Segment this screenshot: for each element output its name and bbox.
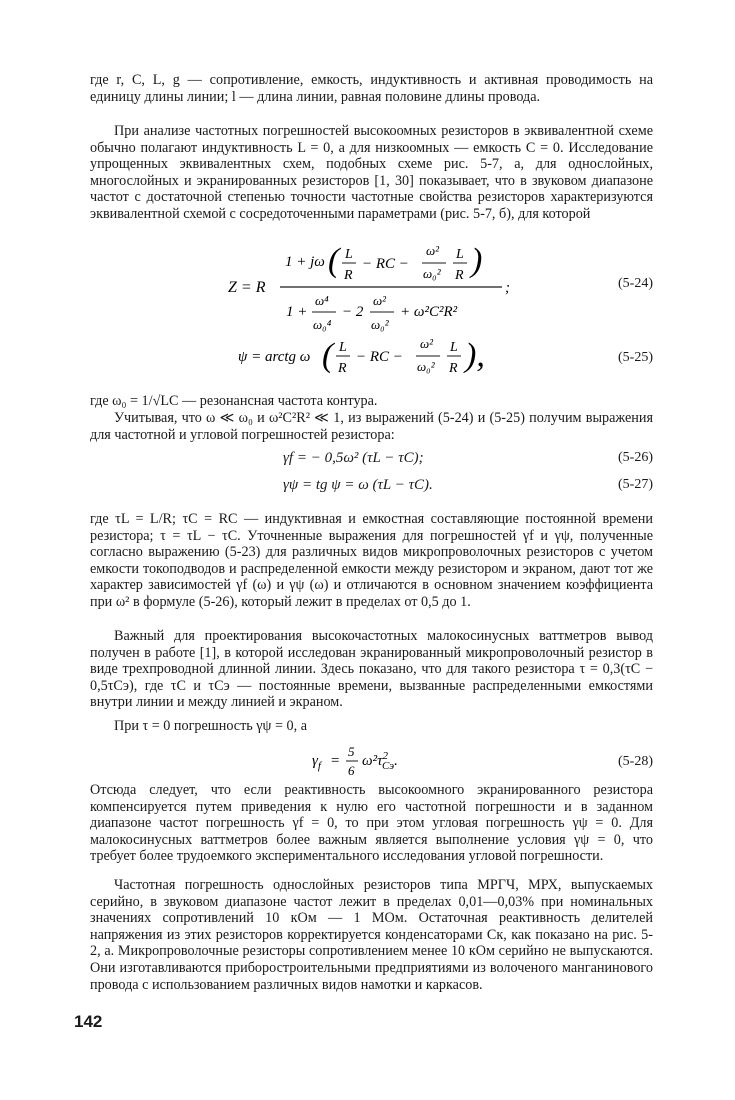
svg-text:),: ), [465,337,485,374]
svg-text:1 + jω: 1 + jω [285,254,325,270]
svg-text:(: ( [328,242,340,279]
svg-text:ω₀²: ω₀² [417,359,435,374]
svg-text:ω²τ2Cэ.: $\omega^2\tau^2$ Cэ. [362,750,398,772]
svg-text:6: 6 [348,763,355,778]
equation-label: (5-25) [618,350,653,365]
svg-text:R: R [344,268,353,283]
svg-text:− RC −: − RC − [362,256,409,272]
paragraph-frequency-error: Частотная погрешность однослойных резисторов типа МРГЧ, МРХ, выпускаемых серийно, в звуковом диапазоне частот лежит в пределах 0,01—0,03% при номинальных значениях сопротивлений 10 кОм — 1 МОм. Остаточная реактивность делителей напряжения из этих резисторов корректируется конденсаторами Cк, как показано на рис. 5-2, а. Микропроволочные резисторы сопротивлением менее 10 кОм серийно не выпускаются. Они изготавливаются приборостроительными предприятиями из волоченого манганинового провода с использованием различных видов намотки и каркасов. [90,877,653,993]
svg-text:;: ; [505,280,510,296]
equation-5-25 [90,333,653,381]
svg-text:+ ω²C²R²: + ω²C²R² [400,304,458,320]
paragraph-definitions: где r, C, L, g — сопротивление, емкость, индуктивность и активная проводимость на единицу длины линии; l — длина линии, равная половине длины провода. [90,72,653,105]
svg-text:ω₀²: ω₀² [423,266,441,281]
svg-text:ω²: ω² [420,336,434,351]
svg-text:ω₀²: ω₀² [371,317,389,332]
svg-text:=: = [330,753,341,769]
svg-text:Z = R: Z = R [228,279,266,296]
equation-5-24-formula [90,238,653,338]
equation-5-27 [90,475,653,497]
svg-text:γf: $\gamma_f$ [312,753,321,772]
paragraph-consequence: Отсюда следует, что если реактивность высокоомного экранированного резистора компенсируется путем приведения к нулю его частотной погрешности и в заданном диапазоне частот погрешность γf = 0, то при этом угловая погрешность γψ = 0. Для малокосинусных ваттметров более важным является выполнение условия γψ = 0, что требует более трудоемкого экспериментального исследования угловой погрешности. [90,782,653,865]
page-number: 142 [74,1012,103,1031]
svg-text:): ) [471,242,483,279]
svg-text:L: L [450,340,458,355]
equation-label: (5-27) [618,477,653,492]
paragraph-resonance: где ω₀ = 1/√LC — резонансная частота контура. [90,393,378,409]
equation-5-24 [90,238,653,338]
equation-label: (5-26) [618,450,653,465]
paragraph-time-constants: где τL = L/R; τC = RC — индуктивная и емкостная составляющие постоянной времени резистора; τ = τL − τC. Уточненные выражения для погрешностей γf и γψ, полученные согласно выражению (5-23) для различных видов микропроволочных резисторов с учетом емкости токоподводов и распределенной емкости между резистором и экраном, дают тот же характер зависимостей γf (ω) и γψ (ω) и отличаются в основном значением коэффициента при ω² в формуле (5-26), который лежит в пределах от 0,5 до 1. [90,511,653,610]
equation-label: (5-24) [618,276,653,291]
svg-text:ω²: ω² [426,243,440,258]
svg-text:R: R [338,361,347,376]
paragraph-analysis: При анализе частотных погрешностей высокоомных резисторов в эквивалентной схеме обычно полагают индуктивность L = 0, а для низкоомных — емкость C = 0. Исследование упрощенных эквивалентных схем, подобных схеме рис. 5-7, а, для однослойных, многослойных и экранированных резисторов [1, 30] показывает, что в звуковом диапазоне частот с достаточной степенью точности частотные свойства резисторов характеризуются эквивалентной схемой с сосредоточенными параметрами (рис. 5-7, б), для которой [90,123,653,222]
svg-text:L: L [339,340,347,355]
svg-text:ω₀⁴: ω₀⁴ [313,317,332,332]
svg-text:(: ( [322,337,334,374]
svg-text:R: R [455,268,464,283]
svg-text:ω²: ω² [373,293,387,308]
svg-text:− 2: − 2 [342,304,364,320]
equation-5-26 [90,448,653,470]
equation-label: (5-28) [618,754,653,769]
equation-5-27-formula: γψ = tg ψ = ω (τL − τC). [283,477,433,493]
equation-5-25-formula [90,333,653,381]
equation-5-28 [90,740,653,780]
svg-text:− RC −: − RC − [356,349,403,365]
equation-5-28-formula [90,740,653,780]
svg-text:5: 5 [348,744,355,759]
paragraph-considering: Учитывая, что ω ≪ ω₀ и ω²C²R² ≪ 1, из выражений (5-24) и (5-25) получим выражения для частотной и угловой погрешностей резистора: [90,410,653,443]
svg-text:R: R [449,361,458,376]
equation-5-26-formula: γf = − 0,5ω² (τL − τC); [283,450,424,466]
paragraph-tau-zero: При τ = 0 погрешность γψ = 0, а [114,718,308,734]
svg-text:1 +: 1 + [286,304,308,320]
paragraph-wattmeters: Важный для проектирования высокочастотных малокосинусных ваттметров вывод получен в работе [1], в которой исследован экранированный микропроволочный резистор в виде трехпроводной длинной линии. Здесь показано, что для такого резистора τ = 0,3(τC − 0,5τCэ), где τC и τCэ — постоянные времени, вызванные распределенными емкостями внутри линии и между линией и экраном. [90,628,653,711]
svg-text:ψ = arctg ω: ψ = arctg ω [238,349,311,365]
svg-text:L: L [345,247,353,262]
svg-text:ω⁴: ω⁴ [315,293,329,308]
svg-text:L: L [456,247,464,262]
